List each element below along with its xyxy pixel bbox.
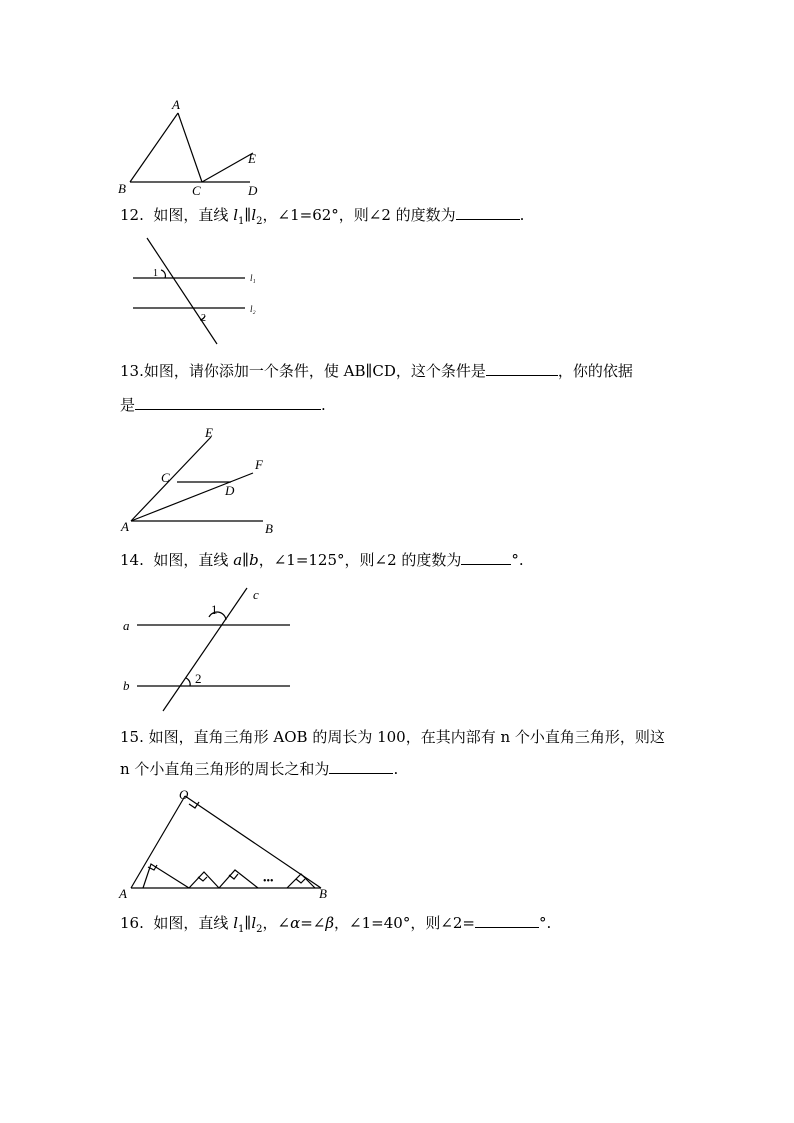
angle-2-arc [186,678,190,686]
label-a: A [172,97,180,112]
label-dots: ••• [263,876,274,887]
figure-q14 [115,583,305,718]
label-angle-1: 1 [211,602,218,617]
label-a: A [119,886,127,901]
figure-q13 [115,425,285,540]
label-o: O [179,787,189,802]
angle-1-arc [161,270,165,278]
ray-ae [131,437,211,521]
figure-q12 [125,232,275,352]
answer-blank-13b[interactable] [135,393,321,410]
label-b: B [265,521,273,536]
label-d: D [248,183,258,198]
label-e: E [248,151,256,166]
label-l1: l₁ [250,273,256,283]
label-l2: l₂ [250,304,256,314]
answer-blank-15[interactable] [329,757,393,774]
label-a: A [121,519,129,534]
label-angle-2: 2 [195,671,202,686]
label-b: b [123,678,130,693]
answer-blank-14[interactable] [461,548,511,565]
label-e: E [205,425,213,440]
label-c: C [161,470,170,485]
line-c [163,588,247,711]
ray-af [131,473,253,521]
segment-ao [131,796,185,888]
ray-ce [202,153,253,182]
answer-blank-12[interactable] [456,203,520,220]
figure-q11 [110,95,280,205]
segment-ac [178,113,202,182]
label-a: a [123,618,130,633]
transversal [147,238,217,344]
figure-q15 [115,786,335,906]
question-15: 15. 如图，直角三角形 AOB 的周长为 100，在其内部有 n 个小直角三角形，则这 n 个小直角三角形的周长之和为 . [120,728,665,778]
answer-blank-16[interactable] [475,911,539,928]
question-12: 12. 如图，直线 $l_1\parallel l_2$，∠1=62°，则∠2 的度数为 . [120,200,524,237]
answer-blank-13a[interactable] [486,359,558,376]
right-angle-2 [198,877,207,881]
label-b: B [319,886,327,901]
right-angle-o [189,802,199,808]
small-triangle-3 [219,870,258,888]
label-angle-2: 2 [201,313,206,324]
right-angle-n [296,879,305,883]
label-b: B [118,181,126,196]
label-d: D [225,483,235,498]
label-c: C [192,183,201,198]
label-c: c [253,587,259,602]
label-f: F [255,457,263,472]
label-angle-1: 1 [153,268,158,279]
question-14: 14. 如图，直线 a∥b，∠1=125°，则∠2 的度数为 °. [120,545,524,575]
question-16: 16. 如图，直线 $l_1\parallel l_2$，∠α=∠β，∠1=40°，则∠2= °. [120,908,551,945]
segment-ab [130,113,178,182]
question-13: 13.如图，请你添加一个条件，使 AB∥CD，这个条件是 ，你的依据 是 . [120,356,633,420]
